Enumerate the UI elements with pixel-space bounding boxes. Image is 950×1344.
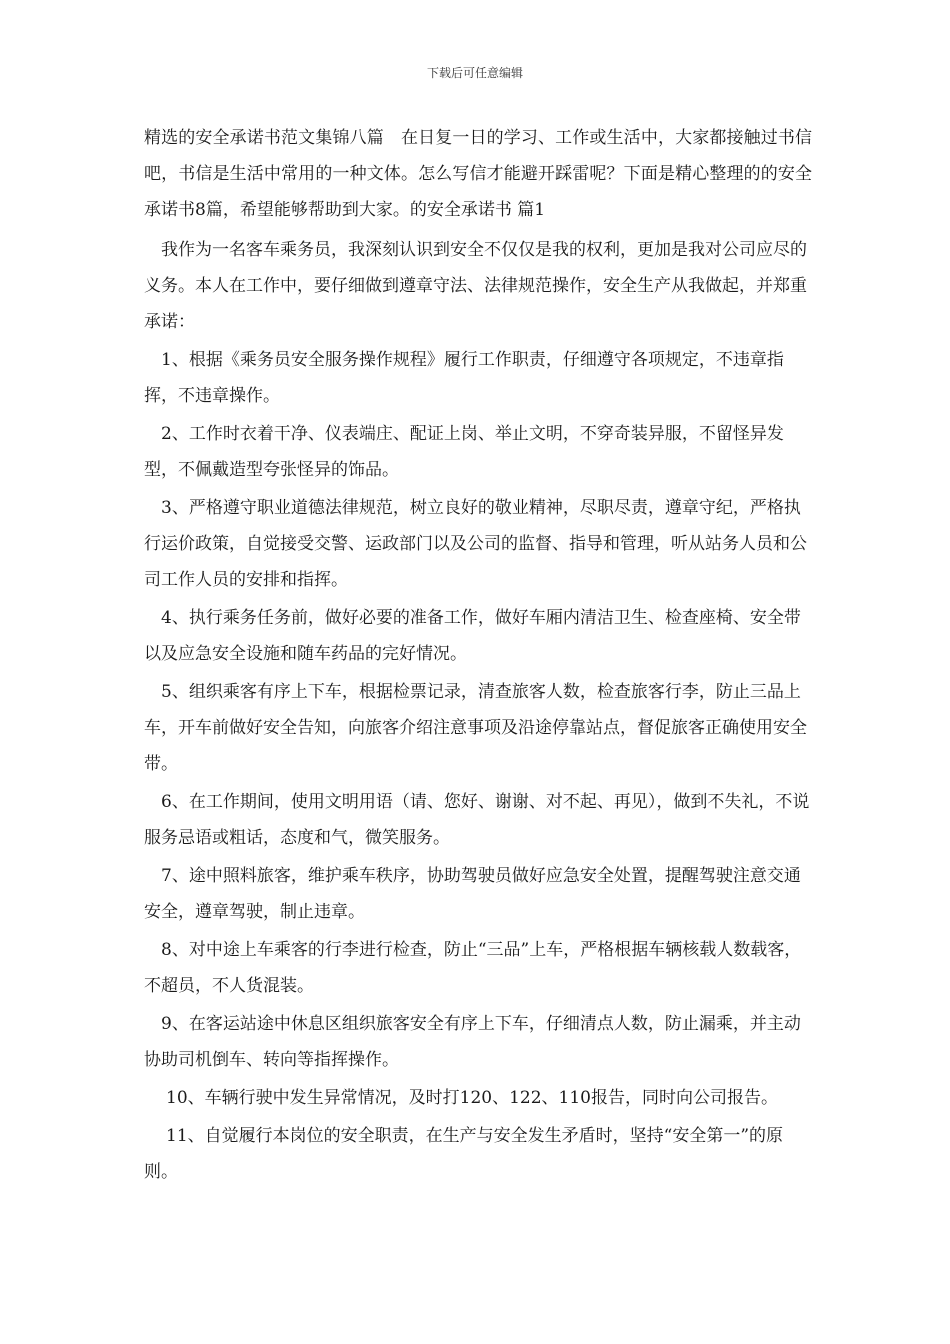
- commitment-item: 3、严格遵守职业道德法律规范，树立良好的敬业精神，尽职尽责，遵章守纪，严格执行运价政策，自觉接受交警、运政部门以及公司的监督、指导和管理，听从站务人员和公司工作人员的安排和指挥。: [144, 498, 807, 590]
- commitment-item: 1、根据《乘务员安全服务操作规程》履行工作职责，仔细遵守各项规定，不违章指挥，不违章操作。: [144, 350, 784, 406]
- commitment-item: 5、组织乘客有序上下车，根据检票记录，清查旅客人数，检查旅客行李，防止三品上车，开车前做好安全告知，向旅客介绍注意事项及沿途停靠站点，督促旅客正确使用安全带。: [144, 682, 807, 774]
- page-header: 下载后可任意编辑: [426, 66, 523, 80]
- lead-paragraph: 我作为一名客车乘务员，我深刻认识到安全不仅仅是我的权利，更加是我对公司应尽的义务。本人在工作中，要仔细做到遵章守法、法律规范操作，安全生产从我做起，并郑重承诺：: [144, 240, 807, 332]
- commitment-item: 10、车辆行驶中发生异常情况，及时打120、122、110报告，同时向公司报告。: [166, 1088, 778, 1108]
- commitment-item: 11、自觉履行本岗位的安全职责，在生产与安全发生矛盾时，坚持“安全第一”的原则。: [144, 1126, 784, 1182]
- commitment-item: 4、执行乘务任务前，做好必要的准备工作，做好车厢内清洁卫生、检查座椅、安全带以及应急安全设施和随车药品的完好情况。: [144, 608, 801, 664]
- commitment-item: 9、在客运站途中休息区组织旅客安全有序上下车，仔细清点人数，防止漏乘，并主动协助司机倒车、转向等指挥操作。: [144, 1014, 801, 1070]
- commitment-item: 6、在工作期间，使用文明用语（请、您好、谢谢、对不起、再见），做到不失礼，不说服务忌语或粗话，态度和气，微笑服务。: [144, 792, 810, 848]
- commitment-item: 2、工作时衣着干净、仪表端庄、配证上岗、举止文明，不穿奇装异服，不留怪异发型，不佩戴造型夸张怪异的饰品。: [144, 424, 784, 480]
- document-body: [144, 120, 812, 1190]
- commitment-item: 8、对中途上车乘客的行李进行检查，防止“三品”上车，严格根据车辆核载人数载客，不超员，不人货混装。: [144, 940, 802, 996]
- commitment-item: 7、途中照料旅客，维护乘车秩序，协助驾驶员做好应急安全处置，提醒驾驶注意交通安全，遵章驾驶，制止违章。: [144, 866, 801, 922]
- intro-paragraph: 精选的安全承诺书范文集锦八篇 在日复一日的学习、工作或生活中，大家都接触过书信吧，书信是生活中常用的一种文体。怎么写信才能避开踩雷呢？下面是精心整理的的安全承诺书8篇，希望能够帮助到大家。的安全承诺书 篇1: [144, 128, 812, 220]
